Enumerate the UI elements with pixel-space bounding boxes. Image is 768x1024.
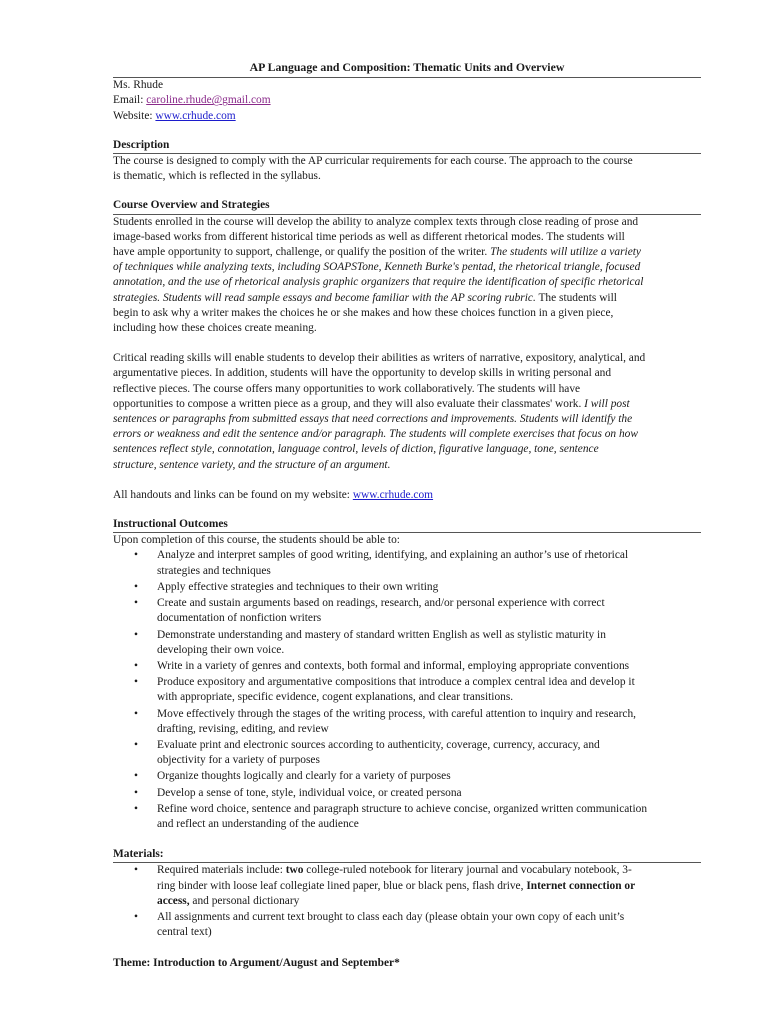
overview-paragraph-1 — [113, 215, 701, 337]
list-item — [113, 707, 701, 737]
bullet-icon: • — [134, 549, 138, 562]
item-bold-text: access, — [157, 894, 190, 907]
paragraph-italic-text: strategies. Students will read sample essays and become familiar with the AP scoring rubric. — [113, 291, 536, 304]
paragraph-line — [113, 291, 701, 306]
list-item — [113, 596, 701, 626]
handouts-line — [113, 488, 701, 503]
item-text: ring binder with loose leaf collegiate lined paper, blue or black pens, flash drive, — [157, 879, 527, 892]
item-text: Analyze and interpret samples of good writing, identifying, and explaining an author’s use of rhetorical — [157, 549, 629, 562]
item-text: All assignments and current text brought to class each day (please obtain your own copy of each unit’s — [157, 910, 625, 923]
paragraph-line: structure, sentence variety, and the structure of an argument. — [113, 458, 391, 471]
paragraph-text: have ample opportunity to support, challenge, or qualify the position of the writer. — [113, 246, 491, 259]
item-text: central text) — [157, 926, 212, 939]
outcomes-intro: Upon completion of this course, the students should be able to: — [113, 534, 400, 547]
bullet-icon: • — [134, 628, 138, 641]
document-page — [113, 60, 701, 972]
paragraph-line: of techniques while analyzing texts, including SOAPSTone, Kenneth Burke's pentad, the rhetorical triangle, focused — [113, 261, 641, 274]
materials-heading: Materials: — [113, 847, 701, 863]
bullet-icon: • — [134, 676, 138, 689]
handouts-text: All handouts and links can be found on my website: — [113, 488, 353, 501]
item-text: with appropriate, specific evidence, cogent explanations, and clear transitions. — [157, 691, 514, 704]
item-text: objectivity for a variety of purposes — [157, 754, 320, 767]
item-text: Develop a sense of tone, style, individual voice, or created persona — [157, 786, 462, 799]
paragraph-line: Students enrolled in the course will develop the ability to analyze complex texts through close reading of prose and — [113, 215, 639, 228]
item-text: documentation of nonfiction writers — [157, 612, 322, 625]
paragraph-line: Critical reading skills will enable students to develop their abilities as writers of narrative, expository, analytical, and — [113, 352, 646, 365]
item-text: and reflect an understanding of the audience — [157, 817, 359, 830]
list-item — [113, 738, 701, 768]
paragraph-line: reflective pieces. The course offers many opportunities to work collaboratively. The students will have — [113, 382, 581, 395]
bullet-icon: • — [134, 580, 138, 593]
bullet-icon: • — [134, 738, 138, 751]
list-item — [113, 910, 701, 940]
document-title: AP Language and Composition: Thematic Units and Overview — [113, 60, 701, 78]
item-text: Organize thoughts logically and clearly for a variety of purposes — [157, 770, 451, 783]
teacher-name: Ms. Rhude — [113, 79, 163, 92]
paragraph-line: sentences or paragraphs from submitted essays that need corrections and improvements. Students will identify the — [113, 413, 633, 426]
item-text: Refine word choice, sentence and paragraph structure to achieve concise, organized written communication — [157, 802, 648, 815]
item-text: Move effectively through the stages of the writing process, with careful attention to inquiry and research, — [157, 707, 636, 720]
item-bold-text: two — [285, 864, 304, 877]
overview-paragraph-2 — [113, 351, 701, 473]
bullet-icon: • — [134, 707, 138, 720]
overview-heading: Course Overview and Strategies — [113, 198, 701, 214]
bullet-icon: • — [134, 659, 138, 672]
bullet-icon: • — [134, 597, 138, 610]
website-label: Website: — [113, 109, 156, 122]
bullet-icon: • — [134, 786, 138, 799]
list-item — [113, 628, 701, 658]
paragraph-line: begin to ask why a writer makes the choices he or she makes and how these choices function in a given piece, — [113, 306, 614, 319]
list-item — [113, 659, 701, 674]
theme-heading: Theme: Introduction to Argument/August and September* — [113, 957, 400, 970]
paragraph-line: errors or weakness and edit the sentence and/or paragraph. The students will complete exercises that focus on how — [113, 428, 638, 441]
item-text: college-ruled notebook for literary journal and vocabulary notebook, 3- — [303, 864, 632, 877]
item-text: Write in a variety of genres and contexts, both formal and informal, employing appropriate conventions — [157, 659, 630, 672]
bullet-icon: • — [134, 864, 138, 877]
outcomes-list — [113, 548, 701, 832]
item-text: drafting, revising, editing, and review — [157, 722, 329, 735]
item-text: strategies and techniques — [157, 564, 271, 577]
item-text: Produce expository and argumentative compositions that introduce a complex central idea and develop it — [157, 676, 635, 689]
list-item — [113, 802, 701, 832]
item-text: Apply effective strategies and techniques to their own writing — [157, 580, 439, 593]
bullet-icon: • — [134, 770, 138, 783]
outcomes-heading: Instructional Outcomes — [113, 517, 701, 533]
list-item — [113, 863, 701, 909]
item-bold-text: Internet connection or — [526, 879, 636, 892]
website-link[interactable]: www.crhude.com — [155, 109, 236, 122]
paragraph-text: The students will — [535, 291, 617, 304]
item-text: Evaluate print and electronic sources according to authenticity, coverage, currency, accuracy, and — [157, 738, 600, 751]
email-link[interactable]: caroline.rhude@gmail.com — [146, 94, 271, 107]
paragraph-line — [113, 245, 701, 260]
email-label: Email: — [113, 94, 147, 107]
paragraph-italic-text: The students will utilize a variety — [490, 246, 641, 259]
list-item — [113, 786, 701, 801]
list-item — [113, 769, 701, 784]
description-heading: Description — [113, 138, 701, 154]
website-line — [113, 109, 701, 124]
item-text: Demonstrate understanding and mastery of standard written English as well as stylistic maturity in — [157, 628, 606, 641]
description-line: is thematic, which is reflected in the syllabus. — [113, 170, 321, 183]
item-text: and personal dictionary — [189, 894, 300, 907]
description-line: The course is designed to comply with the AP curricular requirements for each course. The approach to the course — [113, 155, 633, 168]
email-line — [113, 93, 701, 108]
paragraph-text: opportunities to compose a written piece as a group, and they will also evaluate their classmates' work. — [113, 397, 585, 410]
item-text: developing their own voice. — [157, 643, 285, 656]
paragraph-line: sentences reflect style, connotation, language control, levels of diction, figurative language, tone, sentence — [113, 443, 599, 456]
paragraph-line: argumentative pieces. In addition, students will have the opportunity to develop skills in writing personal and — [113, 367, 612, 380]
paragraph-line — [113, 397, 701, 412]
list-item — [113, 548, 701, 578]
bullet-icon: • — [134, 910, 138, 923]
paragraph-line: including how these choices create meaning. — [113, 322, 317, 335]
paragraph-line: image-based works from different historical time periods as well as different rhetorical modes. The students will — [113, 230, 625, 243]
website-link[interactable]: www.crhude.com — [352, 488, 434, 501]
paragraph-line: annotation, and the use of rhetorical analysis graphic organizers that require the identification of specific rhetorical — [113, 276, 644, 289]
item-text: Create and sustain arguments based on readings, research, and/or personal experience with correct — [157, 597, 605, 610]
bullet-icon: • — [134, 802, 138, 815]
item-text: Required materials include: — [157, 864, 286, 877]
list-item — [113, 675, 701, 705]
list-item — [113, 580, 701, 595]
paragraph-italic-text: I will post — [584, 397, 630, 410]
materials-list — [113, 863, 701, 940]
